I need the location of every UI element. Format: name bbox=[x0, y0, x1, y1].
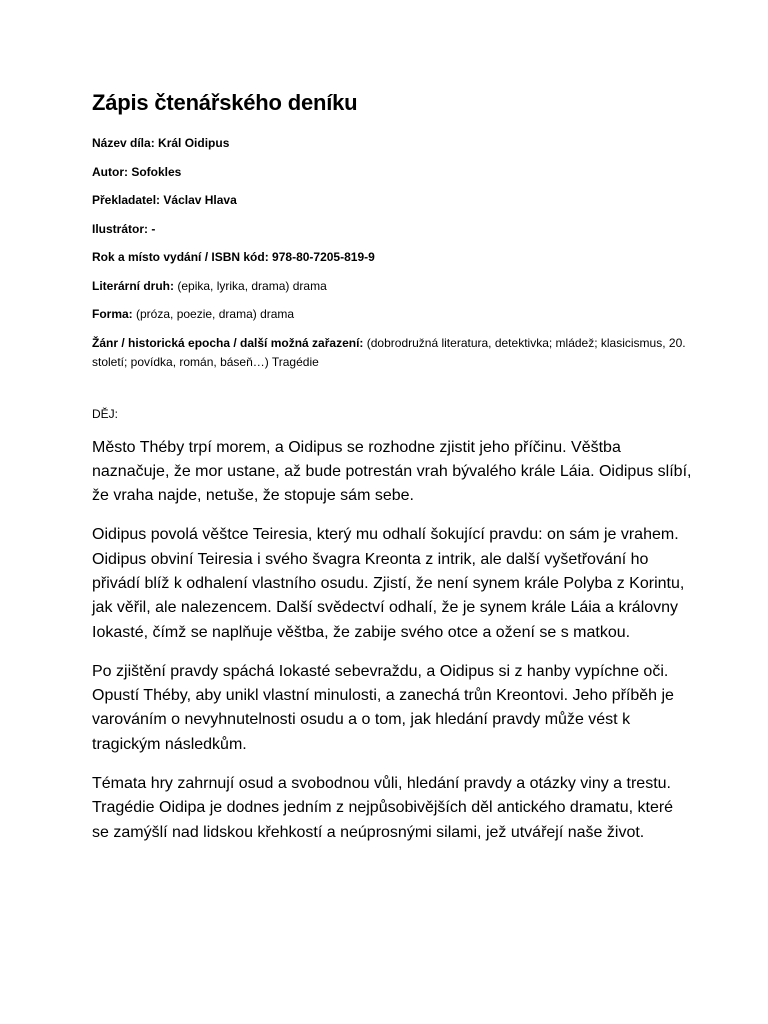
field-title-of-work bbox=[92, 134, 692, 153]
field-label: Překladatel: bbox=[92, 193, 161, 207]
field-value: (próza, poezie, drama) drama bbox=[136, 307, 295, 321]
field-translator bbox=[92, 191, 692, 210]
field-value: Sofokles bbox=[131, 164, 182, 179]
field-label: Autor: bbox=[92, 164, 128, 179]
field-label: Literární druh: bbox=[92, 278, 175, 293]
plot-paragraph: Město Théby trpí morem, a Oidipus se rozhodne zjistit jeho příčinu. Věštba naznačuje, že mor ustane, až bude potrestán vrah bývalého krále Láia. Oidipus slíbí, že vraha najde, netuše, že stopuje sám sebe. bbox=[92, 438, 692, 505]
document-title: Zápis čtenářského deníku bbox=[92, 90, 358, 115]
field-label: Rok a místo vydání / ISBN kód: bbox=[92, 250, 269, 264]
field-value: (epika, lyrika, drama) drama bbox=[177, 278, 327, 293]
field-form bbox=[92, 305, 692, 324]
plot-section-label: DĚJ: bbox=[92, 406, 119, 421]
field-label: Forma: bbox=[92, 307, 133, 321]
field-value: Václav Hlava bbox=[163, 193, 237, 207]
document-page bbox=[92, 88, 692, 860]
field-value: Král Oidipus bbox=[158, 136, 230, 150]
field-value: 978-80-7205-819-9 bbox=[272, 250, 375, 264]
field-label: Ilustrátor: bbox=[92, 221, 149, 236]
plot-paragraph: Témata hry zahrnují osud a svobodnou vůli, hledání pravdy a otázky viny a trestu. Tragédie Oidipa je dodnes jedním z nejpůsobivějších děl antického dramatu, které se zamýšlí nad lidskou křehkostí a neúprosnými silami, jež utvářejí naše život. bbox=[92, 775, 674, 841]
field-illustrator bbox=[92, 220, 692, 239]
field-value: - bbox=[151, 221, 156, 236]
field-isbn bbox=[92, 248, 692, 267]
plot-paragraph: Oidipus povolá věštce Teiresia, který mu odhalí šokující pravdu: on sám je vrahem. Oidipus obviní Teiresia i svého švagra Kreonta z intrik, ale další vyšetřování ho přivádí blíž k odhalení vlastního osudu. Zjistí, že není synem krále Polyba z Korintu, jak věřil, ale nalezencem. Další svědectví odhalí, že je synem krále Láia a královny Iokasté, čímž se naplňuje věštba, že zabije svého otce a ožení se s matkou. bbox=[92, 526, 685, 641]
field-genre bbox=[92, 334, 692, 372]
field-literary-kind bbox=[92, 277, 692, 296]
field-value: (dobrodružná literatura, detektivka; mládež; klasicismus, 20. století; povídka, román, báseň…) Tragédie bbox=[92, 335, 686, 369]
field-label: Žánr / historická epocha / další možná zařazení: bbox=[92, 335, 364, 350]
field-label: Název díla: bbox=[92, 136, 155, 150]
plot-paragraph: Po zjištění pravdy spáchá Iokasté sebevraždu, a Oidipus si z hanby vypíchne oči. Opustí Théby, aby unikl vlastní minulosti, a zanechá trůn Kreontovi. Jeho příběh je varováním o nevyhnutelnosti osudu a o tom, jak hledání pravdy může vést k tragickým následkům. bbox=[92, 662, 674, 753]
field-author bbox=[92, 163, 692, 182]
